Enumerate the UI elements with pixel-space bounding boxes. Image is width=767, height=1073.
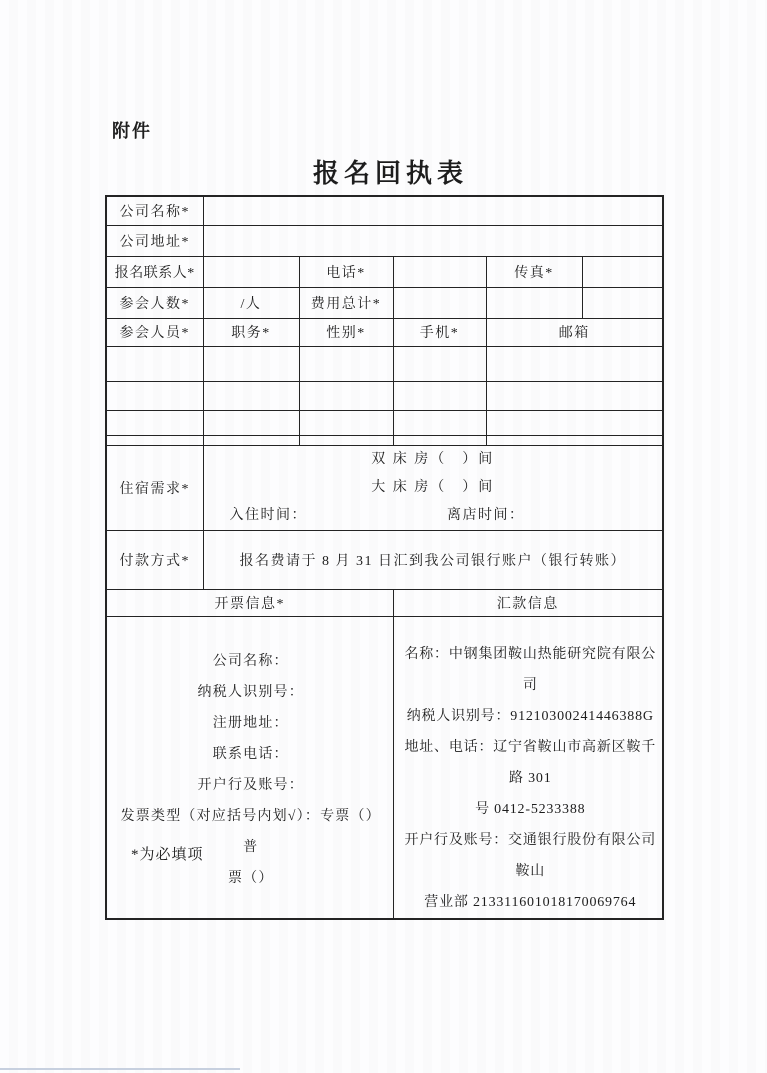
- attendee-position-cell: [203, 346, 299, 381]
- count-row-blank-cell: [582, 287, 663, 318]
- attendee-email-cell: [486, 435, 663, 445]
- attendee-email-cell: [486, 346, 663, 381]
- company-name-value-cell: [203, 196, 663, 225]
- contact-value-cell: [203, 256, 299, 287]
- attendee-gender-cell: [299, 435, 393, 445]
- invoice-field-line: 注册地址：: [212, 716, 289, 731]
- invoice-details-cell: [106, 616, 393, 919]
- company-address-row: [106, 225, 663, 256]
- page-title: 报名回执表: [312, 159, 468, 188]
- company-name-row: [106, 196, 663, 225]
- attendee-position-cell: [203, 381, 299, 410]
- attendee-mobile-cell: [393, 410, 486, 435]
- twin-room-line: 双 床 房（ ）间: [371, 451, 495, 467]
- phone-value-cell: [393, 256, 486, 287]
- attendee-entry-row: [106, 346, 663, 381]
- fax-label-cell: 传真*: [486, 256, 582, 287]
- phone-label-cell: 电话*: [299, 256, 393, 287]
- checkout-label: 离店时间：: [447, 507, 525, 523]
- attendee-entry-row: [106, 381, 663, 410]
- attendee-name-cell: [106, 410, 203, 435]
- attachment-label: 附件: [112, 121, 152, 141]
- attendee-header-cell: 参会人员*: [106, 318, 203, 346]
- fax-value-cell: [582, 256, 663, 287]
- accommodation-row: [106, 445, 663, 530]
- attendee-position-cell: [203, 410, 299, 435]
- attendee-mobile-cell: [393, 346, 486, 381]
- invoice-field-line: 票（）: [227, 871, 274, 886]
- company-name-label-cell: 公司名称*: [106, 196, 203, 225]
- attendee-count-row: [106, 287, 663, 318]
- invoice-field-line: 纳税人识别号：: [197, 685, 304, 700]
- attendee-count-unit-cell: /人: [203, 287, 299, 318]
- company-address-label-cell: 公司地址*: [106, 225, 203, 256]
- total-fee-label-cell: 费用总计*: [299, 287, 393, 318]
- stay-time-line: [204, 502, 663, 530]
- invoice-field-line: 发票类型（对应括号内划√）：专票（）普: [120, 809, 381, 855]
- page-bottom-edge: [0, 1068, 240, 1070]
- invoice-field-line: 联系电话：: [212, 747, 289, 762]
- remittance-line: 地址、电话：辽宁省鞍山市高新区鞍千路 301: [404, 739, 657, 786]
- invoice-info-header-cell: 开票信息*: [106, 589, 393, 616]
- attendee-name-cell: [106, 381, 203, 410]
- attendee-mobile-cell: [393, 381, 486, 410]
- remittance-details-cell: [393, 616, 663, 919]
- attendee-entry-row-thin: [106, 435, 663, 445]
- accommodation-label-cell: 住宿需求*: [106, 445, 203, 530]
- invoice-field-line: 开户行及账号：: [197, 778, 304, 793]
- attendee-header-row: [106, 318, 663, 346]
- remittance-line: 营业部 213311601018170069764: [424, 894, 637, 910]
- remittance-info-header-cell: 汇款信息: [393, 589, 663, 616]
- payment-label-cell: 付款方式*: [106, 530, 203, 589]
- attendee-email-cell: [486, 410, 663, 435]
- contact-label-cell: 报名联系人*: [106, 256, 203, 287]
- accommodation-detail-cell: [203, 445, 663, 530]
- attendee-position-cell: [203, 435, 299, 445]
- checkin-label: 入住时间：: [229, 507, 307, 523]
- mobile-header-cell: 手机*: [393, 318, 486, 346]
- invoice-field-line: 公司名称：: [212, 654, 289, 669]
- count-row-blank-cell: [486, 287, 582, 318]
- attendee-entry-row: [106, 410, 663, 435]
- attendee-email-cell: [486, 381, 663, 410]
- contact-row: [106, 256, 663, 287]
- attendee-mobile-cell: [393, 435, 486, 445]
- required-field-note: *为必填项: [131, 847, 204, 863]
- info-detail-row: [106, 616, 663, 919]
- attendee-gender-cell: [299, 381, 393, 410]
- remittance-line: 开户行及账号：交通银行股份有限公司鞍山: [404, 832, 657, 879]
- remittance-line: 名称：中钢集团鞍山热能研究院有限公司: [404, 646, 657, 693]
- company-address-value-cell: [203, 225, 663, 256]
- gender-header-cell: 性别*: [299, 318, 393, 346]
- attendee-name-cell: [106, 435, 203, 445]
- remittance-line: 纳税人识别号：91210300241446388G: [406, 708, 654, 724]
- email-header-cell: 邮箱: [486, 318, 663, 346]
- registration-form-table: [105, 195, 664, 920]
- info-header-row: [106, 589, 663, 616]
- attendee-gender-cell: [299, 346, 393, 381]
- attendee-gender-cell: [299, 410, 393, 435]
- total-fee-value-cell: [393, 287, 486, 318]
- attendee-count-label-cell: 参会人数*: [106, 287, 203, 318]
- king-room-line: 大 床 房（ ）间: [371, 479, 495, 495]
- payment-row: [106, 530, 663, 589]
- position-header-cell: 职务*: [203, 318, 299, 346]
- payment-detail-cell: 报名费请于 8 月 31 日汇到我公司银行账户（银行转账）: [203, 530, 663, 589]
- remittance-line: 号 0412-5233388: [475, 801, 586, 817]
- attendee-name-cell: [106, 346, 203, 381]
